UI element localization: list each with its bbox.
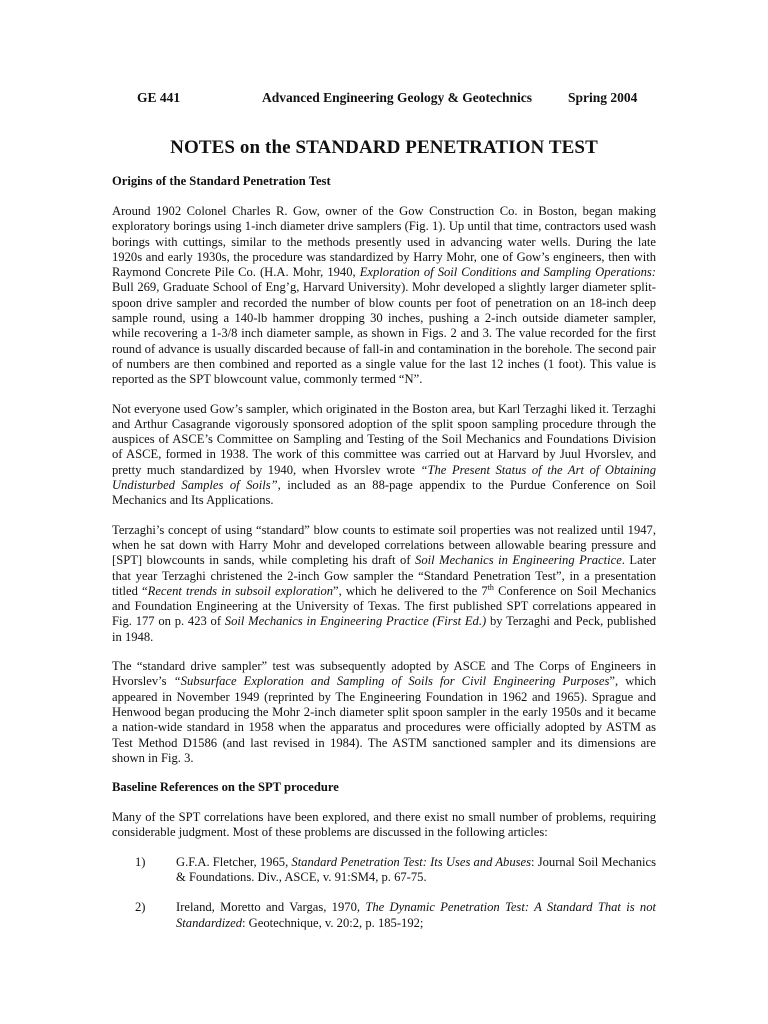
section-heading-origins: Origins of the Standard Penetration Test	[112, 174, 331, 188]
italic-title: Standard Penetration Test: Its Uses and Abuses	[291, 854, 532, 869]
paragraph-2	[112, 402, 656, 509]
course-code: GE 441	[137, 90, 181, 105]
italic-title: Exploration of Soil Conditions and Sampling Operations:	[359, 265, 656, 280]
text-run: Around 1902 Colonel Charles R. Gow, owner of the Gow Construction Co. in Boston, began making exploratory borings using 1-inch diameter drive samplers (Fig. 1). Up until that time, contractors used wash borings with cuttings, similar to the methods presently used in advancing water wells. During the late 1920s and early 1930s, the procedure was standardized by Harry Mohr, one of Gow’s engineers, then with Raymond Concrete Pile Co. (H.A. Mohr, 1940,	[112, 204, 656, 280]
text-run: Conference on Soil Mechanics and Foundation Engineering at the University of Texas. The first published SPT correlations appeared in Fig. 177 on p. 423 of	[112, 583, 656, 629]
course-term: Spring 2004	[568, 90, 638, 105]
text-run: : Geotechnique, v. 20:2, p. 185-192;	[242, 915, 424, 930]
text-run: Bull 269, Graduate School of Eng’g, Harvard University). Mohr developed a slightly larger diameter split-spoon drive sampler and recorded the number of blow counts per foot of penetration on an 18-inch deep sample round, using a 140-lb hammer dropping 30 inches, pushing a 2-inch outside diameter sampler, while recovering a 1-3/8 inch diameter sample, as shown in Figs. 2 and 3. The value recorded for the first round of advance is usually discarded because of fall-in and contamination in the borehole. The second pair of numbers are then combined and reported as a single value for the last 12 inches (1 foot). This value is reported as the SPT blowcount value, commonly termed “N”.	[112, 280, 656, 387]
paragraph-4	[112, 659, 656, 766]
document-title: NOTES on the STANDARD PENETRATION TEST	[170, 137, 598, 158]
italic-title: “The Present Status of the Art of Obtaining Undisturbed Samples of Soils”	[112, 462, 656, 493]
reference-item	[112, 900, 656, 931]
section-heading-references: Baseline References on the SPT procedure	[112, 780, 339, 795]
course-title: Advanced Engineering Geology & Geotechnics	[262, 90, 532, 105]
references-intro: Many of the SPT correlations have been explored, and there exist no small number of problems, requiring considerable judgment. Most of these problems are discussed in the following articles:	[112, 810, 656, 840]
reference-text	[176, 900, 656, 931]
text-run: ”, which appeared in November 1949 (reprinted by The Engineering Foundation in 1962 and 1965). Sprague and Henwood began producing the Mohr 2-inch diameter split spoon sampler in the early 1950s and it became a nation-wide standard in 1958 when the apparatus and procedures were officially adopted by ASTM as Test Method D1586 (and last revised in 1984). The ASTM sanctioned sampler and its dimensions are shown in Fig. 3.	[112, 674, 657, 765]
text-run: G.F.A. Fletcher, 1965,	[176, 854, 292, 869]
reference-list	[112, 855, 656, 931]
reference-text	[176, 855, 656, 886]
text-run: Not everyone used Gow’s sampler, which originated in the Boston area, but Karl Terzaghi liked it. Terzaghi and Arthur Casagrande vigorously sponsored adoption of the split spoon sampling procedure through the auspices of ASCE’s Committee on Sampling and Testing of the Soil Mechanics and Foundations Division of ASCE, formed in 1938. The work of this committee was carried out at Harvard by Juul Hvorslev, and pretty much standardized by 1940, when Hvorslev wrote	[112, 401, 656, 477]
paragraph-1	[112, 204, 656, 388]
text-run: Ireland, Moretto and Vargas, 1970,	[176, 900, 366, 915]
document-body	[112, 137, 656, 946]
reference-number: 2)	[135, 900, 146, 915]
reference-number: 1)	[135, 854, 146, 869]
italic-title: Soil Mechanics in Engineering Practice (First Ed.)	[224, 614, 487, 629]
text-run: , included as an 88-page appendix to the Purdue Conference on Soil Mechanics and Its Applications.	[112, 478, 656, 508]
text-run: : Journal Soil Mechanics & Foundations. Div., ASCE, v. 91:SM4, p. 67-75.	[176, 854, 656, 884]
italic-title: The Dynamic Penetration Test: A Standard That is not Standardized	[176, 900, 656, 930]
text-run: ”, which he delivered to the 7	[333, 583, 488, 598]
italic-title: Recent trends in subsoil exploration	[147, 583, 334, 598]
italic-title: “Subsurface Exploration and Sampling of Soils for Civil Engineering Purposes	[173, 674, 610, 689]
superscript: th	[487, 582, 494, 592]
italic-title: Soil Mechanics in Engineering Practice	[415, 553, 622, 568]
text-run: by Terzaghi and Peck, published in 1948.	[112, 614, 656, 644]
text-run: Terzaghi’s concept of using “standard” blow counts to estimate soil properties was not realized until 1947, when he sat down with Harry Mohr and developed correlations between allowable bearing pressure and [SPT] blowcounts in sands, while completing his draft of	[112, 522, 656, 568]
paragraph-3	[112, 523, 656, 645]
reference-item	[112, 855, 656, 886]
text-run: The “standard drive sampler” test was subsequently adopted by ASCE and The Corps of Engineers in Hvorslev’s	[112, 659, 656, 689]
text-run: . Later that year Terzaghi christened the 2-inch Gow sampler the “Standard Penetration Test”, in a presentation titled “	[112, 553, 656, 598]
